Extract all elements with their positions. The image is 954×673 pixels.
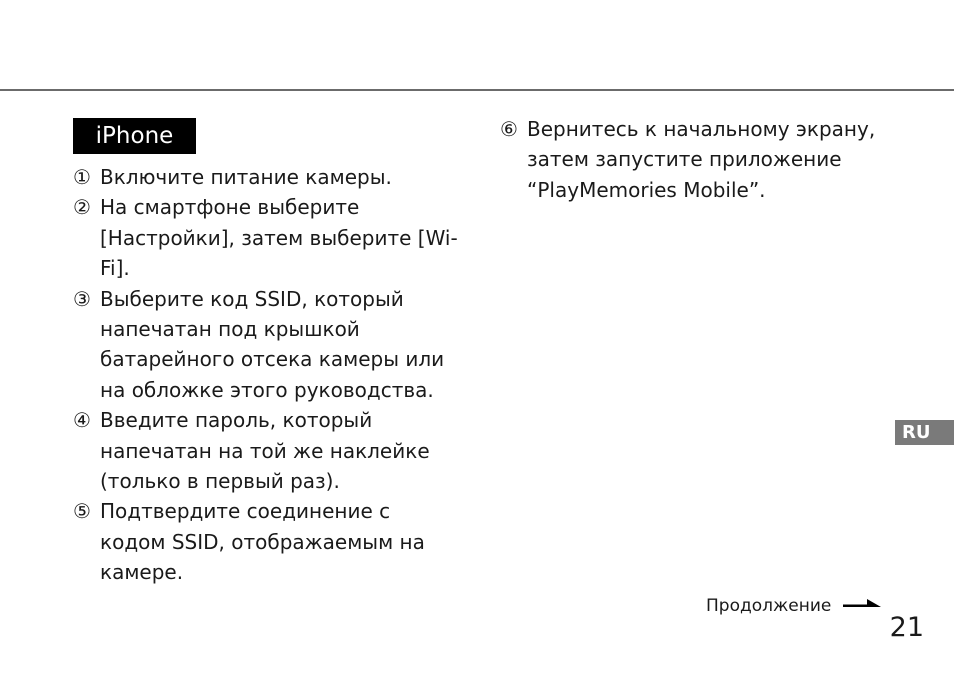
right-arrow-icon [843, 599, 881, 613]
section-title: iPhone [73, 118, 196, 154]
steps-list-right [500, 114, 930, 205]
step-text: Выберите код SSID, который напечатан под крышкой батарейного отсека камеры или на обложке этого руководства. [100, 286, 445, 402]
step-text: Вернитесь к начальному экрану, затем запустите приложение “PlayMemories Mobile”. [527, 117, 876, 202]
language-tab: RU [895, 420, 954, 445]
step-4 [73, 405, 458, 496]
step-text: На смартфоне выберите [Настройки], затем выберите [Wi-Fi]. [100, 195, 458, 281]
step-6 [500, 114, 930, 205]
continue-label: Продолжение [706, 596, 832, 616]
step-2 [73, 192, 458, 283]
header-rule [0, 89, 954, 91]
step-text: Подтвердите соединение с кодом SSID, отображаемым на камере. [100, 499, 425, 585]
step-5 [73, 496, 458, 587]
step-1 [73, 162, 458, 192]
step-number: ① [73, 165, 91, 189]
step-number: ② [73, 195, 91, 220]
step-text: Включите питание камеры. [100, 165, 392, 189]
step-3 [73, 284, 458, 406]
step-number: ⑤ [73, 499, 91, 524]
step-number: ③ [73, 286, 91, 311]
step-number: ⑥ [500, 117, 518, 141]
step-number: ④ [73, 408, 91, 433]
steps-list-left [73, 162, 458, 588]
page-number: 21 [889, 612, 924, 643]
step-text: Введите пароль, который напечатан на той же наклейке (только в первый раз). [100, 408, 430, 494]
